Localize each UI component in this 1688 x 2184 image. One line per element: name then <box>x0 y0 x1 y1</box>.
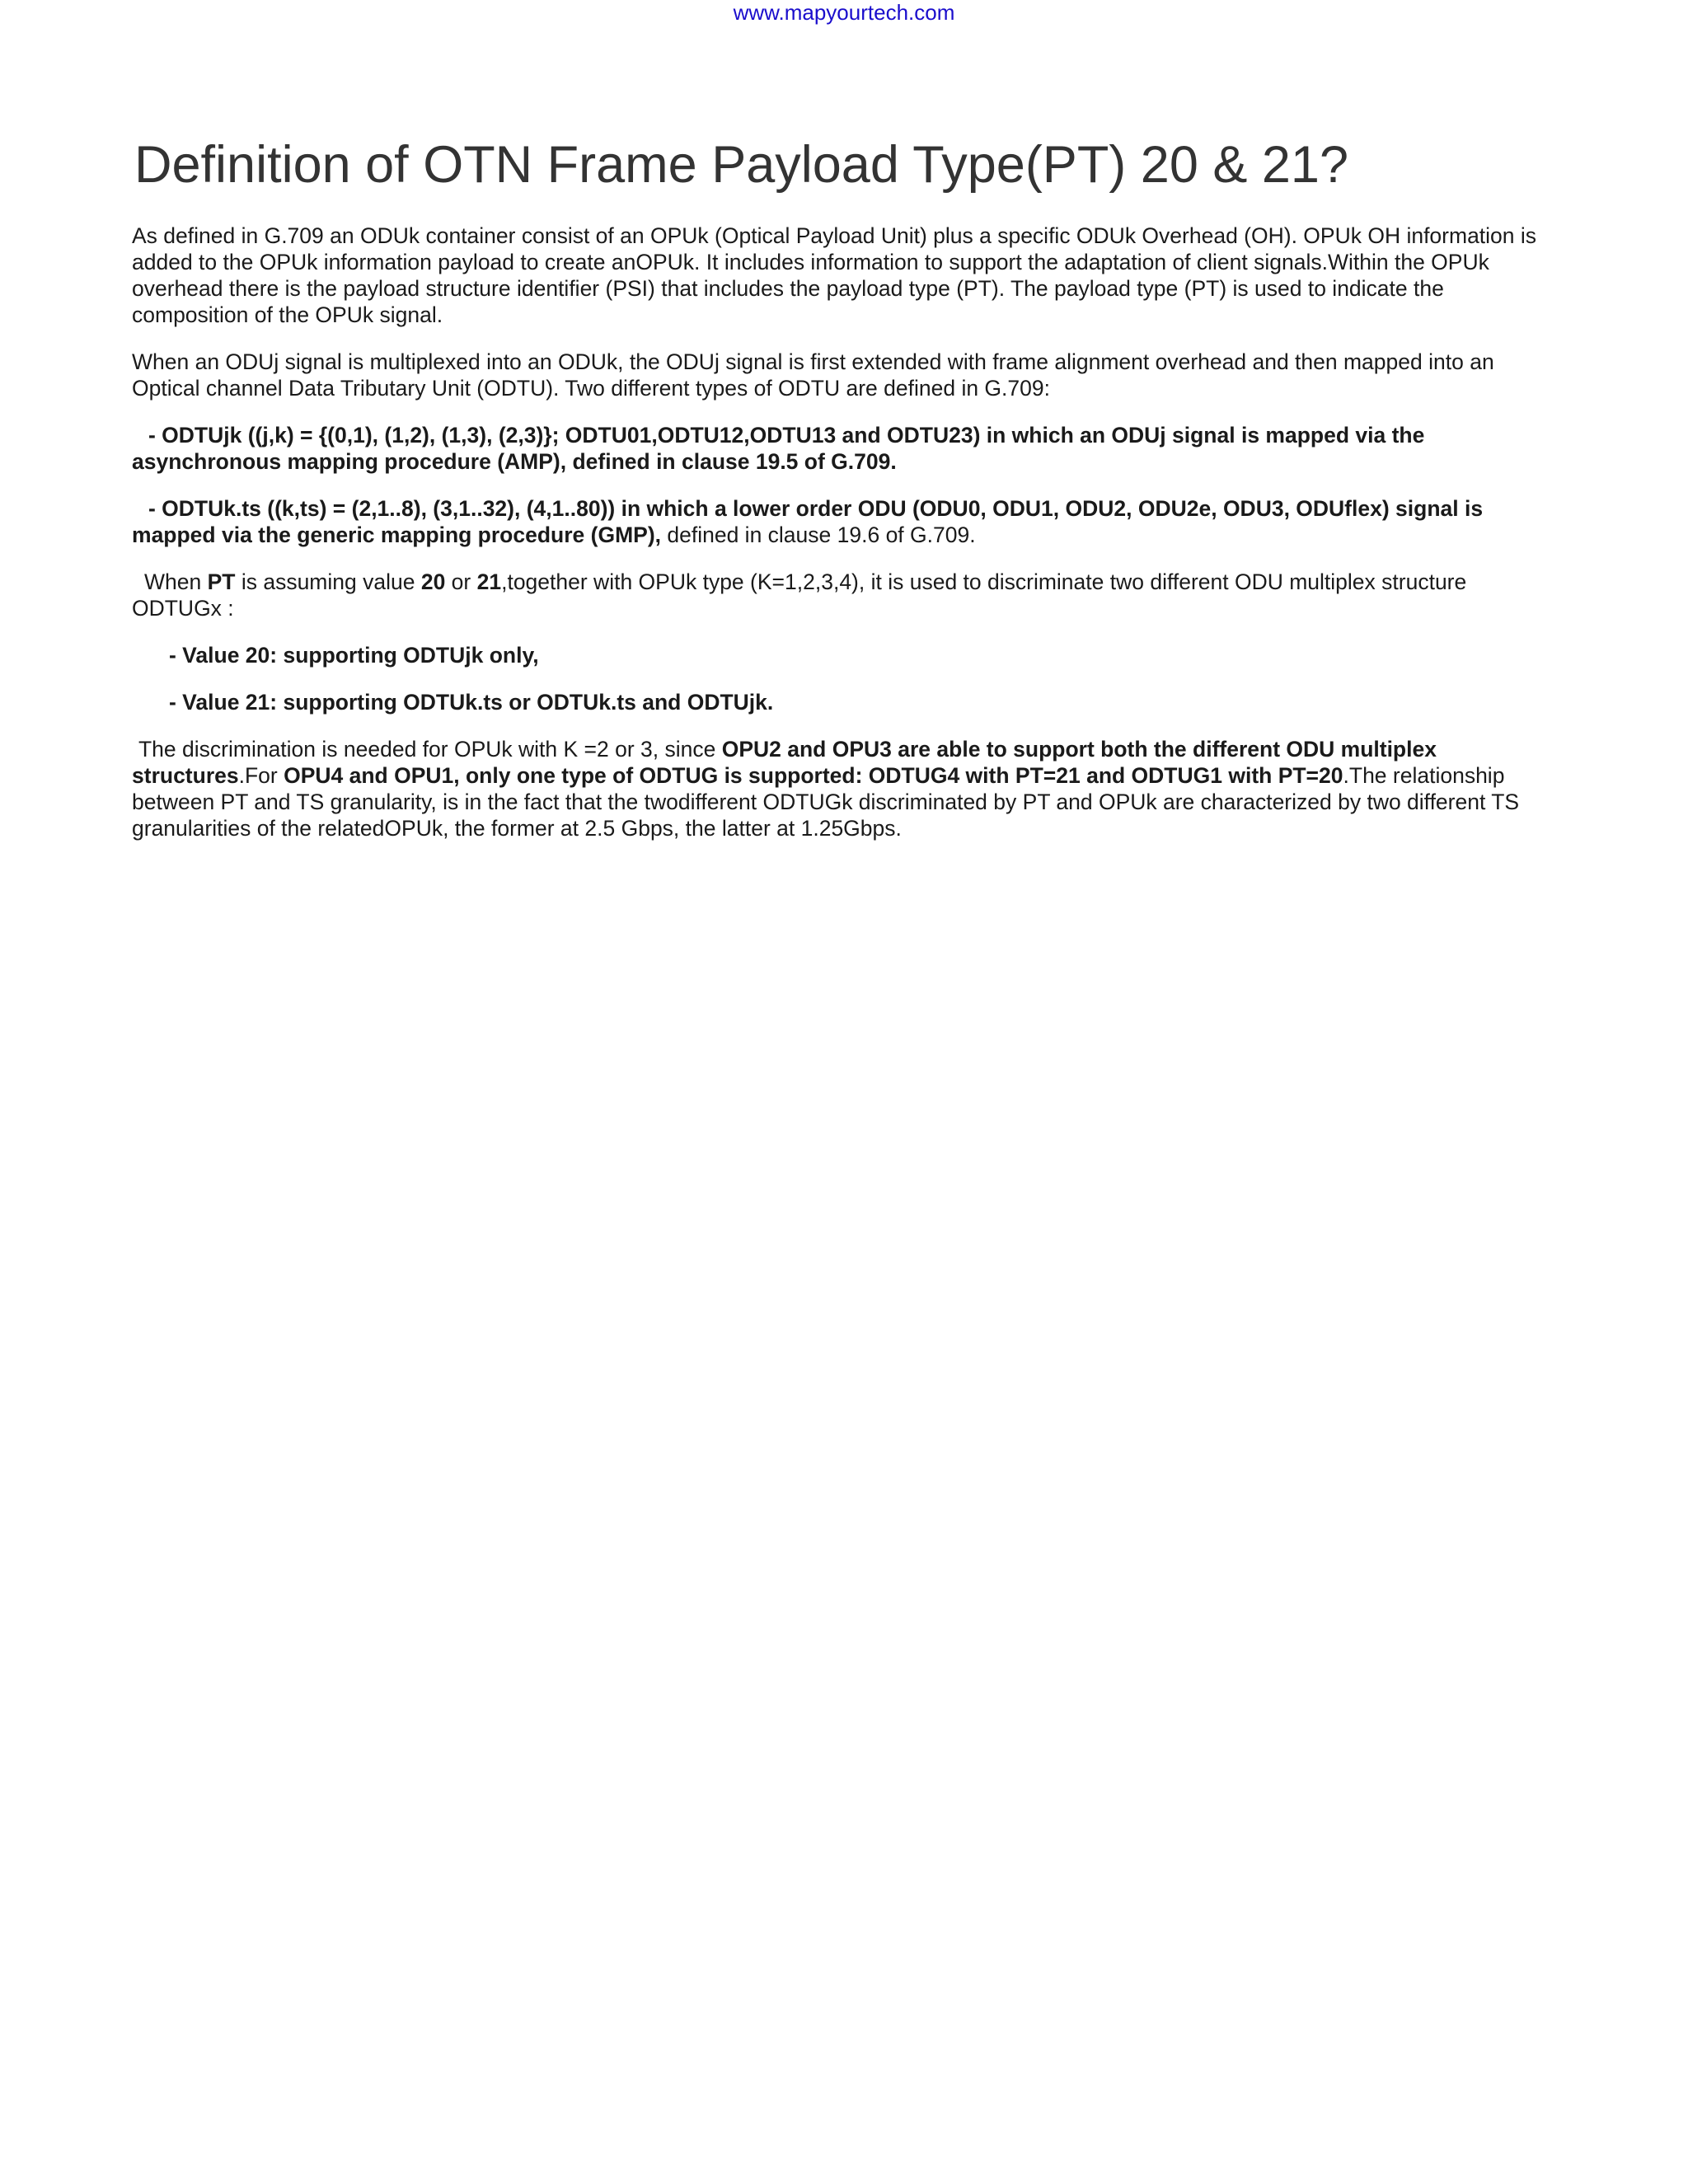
disc-text-d: OPU4 and OPU1, only one type of ODTUG is supported: ODTUG4 with PT=21 and ODTUG1 with PT=20 <box>284 763 1343 788</box>
paragraph-odtu-types: When an ODUj signal is multiplexed into an ODUk, the ODUj signal is first extended with frame alignment overhead and then mapped into an Optical channel Data Tributary Unit (ODTU). Two different types of ODTU are defined in G.709: <box>132 349 1494 401</box>
pt-text-d: 20 <box>420 569 446 594</box>
disc-text-b: OPU2 and OPU3 are able to support both the different ODU multiplex structures <box>132 737 1437 788</box>
pt-text-g: ,together with OPUk type (K=1,2,3,4), it is used to discriminate two different ODU multiplex structure ODTUGx : <box>132 569 1467 621</box>
pt-text-b: PT <box>207 569 236 594</box>
pt-text-c: is assuming value <box>235 569 421 594</box>
odtujk-text: - ODTUjk ((j,k) = {(0,1), (1,2), (1,3), (2,3)}; ODTU01,ODTU12,ODTU13 and ODTU23) in which an ODUj signal is mapped via the asynchronous mapping procedure (AMP), defined in clause 19.5 of G.709. <box>132 423 1425 474</box>
paragraph-pt-values <box>132 569 1550 621</box>
pt-text-a: When <box>144 569 208 594</box>
list-item-value-20 <box>132 642 1550 668</box>
list-item-odtukts <box>132 495 1550 548</box>
disc-text-e: .The relationship between PT and TS granularity, is in the fact that the twodifferent ODTUGk discriminated by PT and OPUk are characterized by two different TS granularities of the relatedOPUk, the former at 2.5 Gbps, the latter at 1.25Gbps. <box>132 763 1520 841</box>
paragraph-discrimination <box>132 736 1550 841</box>
article-body <box>132 223 1550 862</box>
odtukts-rest-text: defined in clause 19.6 of G.709. <box>661 523 976 547</box>
value-20-text: - Value 20: supporting ODTUjk only, <box>169 643 539 668</box>
pt-text-e: or <box>445 569 477 594</box>
paragraph-intro: As defined in G.709 an ODUk container consist of an OPUk (Optical Payload Unit) plus a specific ODUk Overhead (OH). OPUk OH information is added to the OPUk information payload to create anOPUk. It includes information to support the adaptation of client signals.Within the OPUk overhead there is the payload structure identifier (PSI) that includes the payload type (PT). The payload type (PT) is used to indicate the composition of the OPUk signal. <box>132 223 1537 327</box>
disc-text-a: The discrimination is needed for OPUk with K =2 or 3, since <box>138 737 722 762</box>
site-link[interactable]: www.mapyourtech.com <box>733 0 955 25</box>
list-item-odtujk <box>132 422 1550 475</box>
odtukts-bold-text: - ODTUk.ts ((k,ts) = (2,1..8), (3,1..32), (4,1..80)) in which a lower order ODU (ODU0, ODU1, ODU2, ODU2e, ODU3, ODUflex) signal is mapped via the generic mapping procedure (GMP), <box>132 496 1484 547</box>
list-item-value-21 <box>132 689 1550 715</box>
page-title: Definition of OTN Frame Payload Type(PT) 20 & 21? <box>134 136 1348 194</box>
disc-text-c: .For <box>238 763 284 788</box>
pt-text-f: 21 <box>476 569 502 594</box>
value-21-text: - Value 21: supporting ODTUk.ts or ODTUk.ts and ODTUjk. <box>169 690 774 715</box>
